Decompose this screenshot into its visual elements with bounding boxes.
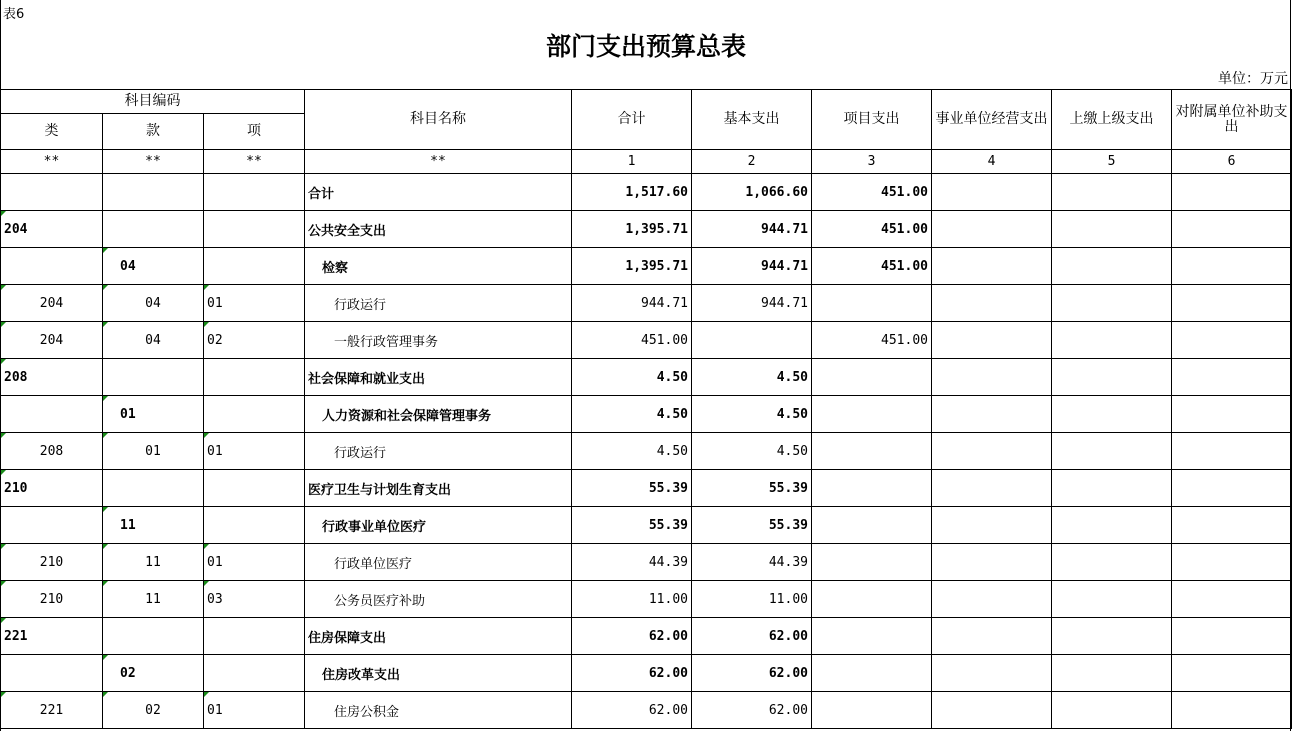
cell-business (932, 285, 1052, 322)
cell-project: 451.00 (812, 248, 932, 285)
cell-kuan: 11 (103, 544, 204, 581)
cell-basic: 944.71 (692, 248, 812, 285)
unit-label: 单位：万元 (1218, 71, 1288, 87)
table-row[interactable] (1, 322, 1292, 359)
cell-total: 55.39 (572, 507, 692, 544)
cell-basic: 4.50 (692, 396, 812, 433)
cell-xiang (204, 174, 305, 211)
table-row[interactable] (1, 174, 1292, 211)
cell-project (812, 655, 932, 692)
index-cell: 3 (812, 150, 932, 174)
cell-subject-name: 合计 (305, 174, 572, 211)
cell-subsidy (1172, 655, 1292, 692)
cell-upper (1052, 655, 1172, 692)
cell-xiang: 01 (204, 433, 305, 470)
table-row[interactable] (1, 433, 1292, 470)
cell-upper (1052, 581, 1172, 618)
cell-business (932, 359, 1052, 396)
table-row[interactable] (1, 359, 1292, 396)
index-cell: 4 (932, 150, 1052, 174)
cell-upper (1052, 396, 1172, 433)
cell-business (932, 470, 1052, 507)
cell-xiang (204, 507, 305, 544)
cell-subsidy (1172, 433, 1292, 470)
cell-xiang: 01 (204, 285, 305, 322)
cell-basic: 11.00 (692, 581, 812, 618)
cell-basic: 62.00 (692, 692, 812, 729)
cell-subject-name: 行政单位医疗 (305, 544, 572, 581)
cell-total: 1,395.71 (572, 248, 692, 285)
budget-table (0, 89, 1292, 729)
cell-kuan (103, 174, 204, 211)
cell-project (812, 507, 932, 544)
cell-total: 4.50 (572, 359, 692, 396)
cell-total: 944.71 (572, 285, 692, 322)
cell-subject-name: 行政运行 (305, 285, 572, 322)
cell-xiang (204, 618, 305, 655)
cell-kuan: 01 (103, 433, 204, 470)
cell-xiang (204, 396, 305, 433)
cell-basic: 55.39 (692, 507, 812, 544)
cell-kuan: 02 (103, 692, 204, 729)
page-title: 部门支出预算总表 (545, 32, 746, 61)
cell-basic: 44.39 (692, 544, 812, 581)
table-row[interactable] (1, 692, 1292, 729)
table-row[interactable] (1, 248, 1292, 285)
header-business-expense: 事业单位经营支出 (932, 90, 1052, 150)
cell-total: 1,395.71 (572, 211, 692, 248)
cell-subject-name: 社会保障和就业支出 (305, 359, 572, 396)
header-kuan: 款 (103, 114, 204, 150)
cell-total: 11.00 (572, 581, 692, 618)
cell-xiang: 03 (204, 581, 305, 618)
cell-subsidy (1172, 396, 1292, 433)
cell-lei: 221 (1, 618, 103, 655)
cell-subject-name: 行政事业单位医疗 (305, 507, 572, 544)
cell-subsidy (1172, 248, 1292, 285)
sheet-label: 表6 (3, 7, 25, 22)
cell-project (812, 581, 932, 618)
cell-xiang: 01 (204, 544, 305, 581)
cell-kuan: 02 (103, 655, 204, 692)
cell-subject-name: 公共安全支出 (305, 211, 572, 248)
index-cell: ** (305, 150, 572, 174)
cell-project (812, 359, 932, 396)
cell-basic: 1,066.60 (692, 174, 812, 211)
cell-lei: 208 (1, 359, 103, 396)
header-project-expense: 项目支出 (812, 90, 932, 150)
cell-basic: 62.00 (692, 655, 812, 692)
cell-project (812, 285, 932, 322)
cell-subject-name: 公务员医疗补助 (305, 581, 572, 618)
cell-total: 4.50 (572, 433, 692, 470)
cell-basic (692, 322, 812, 359)
header-subject-code: 科目编码 (1, 90, 305, 114)
cell-upper (1052, 618, 1172, 655)
cell-xiang: 01 (204, 692, 305, 729)
cell-business (932, 248, 1052, 285)
index-cell: ** (204, 150, 305, 174)
index-cell: 1 (572, 150, 692, 174)
cell-basic: 944.71 (692, 285, 812, 322)
cell-business (932, 433, 1052, 470)
index-cell: 6 (1172, 150, 1292, 174)
table-row[interactable] (1, 544, 1292, 581)
cell-project (812, 396, 932, 433)
table-row[interactable] (1, 211, 1292, 248)
cell-total: 451.00 (572, 322, 692, 359)
cell-business (932, 581, 1052, 618)
cell-basic: 944.71 (692, 211, 812, 248)
cell-subsidy (1172, 285, 1292, 322)
cell-lei (1, 248, 103, 285)
header-lei: 类 (1, 114, 103, 150)
cell-total: 55.39 (572, 470, 692, 507)
cell-total: 1,517.60 (572, 174, 692, 211)
cell-lei: 210 (1, 581, 103, 618)
header-xiang: 项 (204, 114, 305, 150)
table-row[interactable] (1, 396, 1292, 433)
cell-xiang (204, 655, 305, 692)
cell-lei: 204 (1, 285, 103, 322)
index-cell: 2 (692, 150, 812, 174)
cell-lei: 204 (1, 322, 103, 359)
cell-project: 451.00 (812, 174, 932, 211)
cell-xiang (204, 359, 305, 396)
cell-project (812, 618, 932, 655)
cell-lei (1, 396, 103, 433)
table-row[interactable] (1, 470, 1292, 507)
cell-basic: 55.39 (692, 470, 812, 507)
cell-subsidy (1172, 581, 1292, 618)
cell-lei (1, 655, 103, 692)
cell-upper (1052, 470, 1172, 507)
table-row[interactable] (1, 285, 1292, 322)
cell-business (932, 655, 1052, 692)
cell-upper (1052, 544, 1172, 581)
header-subject-name: 科目名称 (305, 90, 572, 150)
cell-upper (1052, 211, 1172, 248)
cell-upper (1052, 507, 1172, 544)
cell-business (932, 174, 1052, 211)
index-cell: 5 (1052, 150, 1172, 174)
cell-project: 451.00 (812, 211, 932, 248)
cell-kuan: 04 (103, 285, 204, 322)
cell-project (812, 433, 932, 470)
cell-business (932, 322, 1052, 359)
cell-subject-name: 行政运行 (305, 433, 572, 470)
cell-basic: 4.50 (692, 433, 812, 470)
cell-subject-name: 住房改革支出 (305, 655, 572, 692)
cell-xiang (204, 211, 305, 248)
cell-upper (1052, 359, 1172, 396)
cell-project (812, 544, 932, 581)
cell-xiang (204, 248, 305, 285)
header-basic-expense: 基本支出 (692, 90, 812, 150)
cell-lei (1, 174, 103, 211)
cell-kuan: 11 (103, 507, 204, 544)
cell-kuan: 01 (103, 396, 204, 433)
cell-business (932, 692, 1052, 729)
cell-project (812, 692, 932, 729)
cell-subsidy (1172, 211, 1292, 248)
cell-kuan: 11 (103, 581, 204, 618)
cell-basic: 4.50 (692, 359, 812, 396)
table-row[interactable] (1, 618, 1292, 655)
cell-total: 44.39 (572, 544, 692, 581)
cell-subsidy (1172, 507, 1292, 544)
cell-kuan: 04 (103, 248, 204, 285)
cell-xiang (204, 470, 305, 507)
cell-kuan: 04 (103, 322, 204, 359)
cell-total: 62.00 (572, 618, 692, 655)
cell-lei: 204 (1, 211, 103, 248)
cell-upper (1052, 692, 1172, 729)
cell-lei: 221 (1, 692, 103, 729)
table-row[interactable] (1, 507, 1292, 544)
cell-subject-name: 人力资源和社会保障管理事务 (305, 396, 572, 433)
cell-subsidy (1172, 470, 1292, 507)
table-row[interactable] (1, 655, 1292, 692)
cell-subject-name: 住房公积金 (305, 692, 572, 729)
cell-kuan (103, 470, 204, 507)
cell-subject-name: 住房保障支出 (305, 618, 572, 655)
cell-business (932, 211, 1052, 248)
cell-upper (1052, 433, 1172, 470)
cell-upper (1052, 174, 1172, 211)
cell-project (812, 470, 932, 507)
header-upper-payment: 上缴上级支出 (1052, 90, 1172, 150)
cell-business (932, 544, 1052, 581)
cell-total: 62.00 (572, 655, 692, 692)
cell-subject-name: 医疗卫生与计划生育支出 (305, 470, 572, 507)
index-row (1, 150, 1292, 174)
cell-subject-name: 一般行政管理事务 (305, 322, 572, 359)
cell-kuan (103, 359, 204, 396)
index-cell: ** (103, 150, 204, 174)
cell-subsidy (1172, 359, 1292, 396)
cell-subject-name: 检察 (305, 248, 572, 285)
cell-business (932, 507, 1052, 544)
cell-subsidy (1172, 544, 1292, 581)
cell-xiang: 02 (204, 322, 305, 359)
cell-kuan (103, 618, 204, 655)
cell-total: 4.50 (572, 396, 692, 433)
cell-project: 451.00 (812, 322, 932, 359)
cell-subsidy (1172, 174, 1292, 211)
cell-upper (1052, 285, 1172, 322)
cell-total: 62.00 (572, 692, 692, 729)
cell-business (932, 396, 1052, 433)
cell-basic: 62.00 (692, 618, 812, 655)
cell-lei: 210 (1, 544, 103, 581)
cell-lei (1, 507, 103, 544)
cell-subsidy (1172, 322, 1292, 359)
table-row[interactable] (1, 581, 1292, 618)
cell-kuan (103, 211, 204, 248)
cell-business (932, 618, 1052, 655)
header-total: 合计 (572, 90, 692, 150)
index-cell: ** (1, 150, 103, 174)
cell-upper (1052, 322, 1172, 359)
cell-upper (1052, 248, 1172, 285)
cell-lei: 210 (1, 470, 103, 507)
cell-lei: 208 (1, 433, 103, 470)
cell-subsidy (1172, 692, 1292, 729)
cell-subsidy (1172, 618, 1292, 655)
header-subsidy: 对附属单位补助支出 (1172, 90, 1292, 150)
